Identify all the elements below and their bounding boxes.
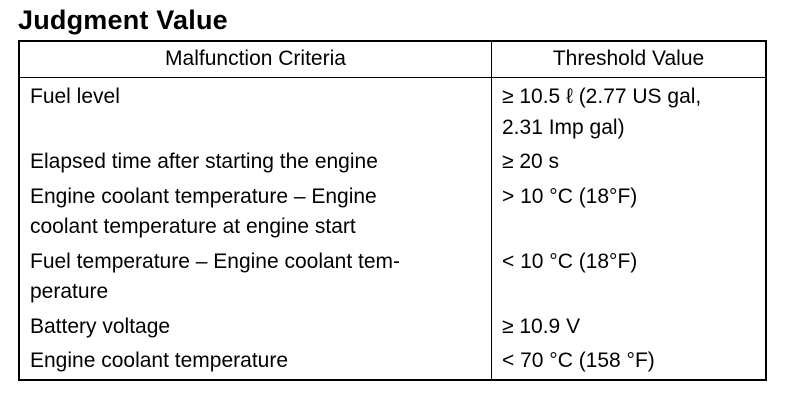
threshold-text: < 10 °C (18°F) (502, 249, 638, 273)
criteria-text: Engine coolant temperature (30, 349, 288, 372)
threshold-cell (492, 247, 767, 312)
threshold-cell (492, 346, 767, 380)
column-header-malfunction-criteria: Malfunction Criteria (19, 41, 492, 78)
table-row (19, 346, 766, 380)
judgment-value-table (18, 40, 767, 381)
criteria-cell (19, 78, 492, 148)
criteria-text: Fuel temperature – Engine coolant tem- perature (30, 249, 401, 303)
criteria-cell (19, 182, 492, 247)
table-row (19, 182, 766, 247)
table-row (19, 78, 766, 148)
criteria-text: Battery voltage (30, 314, 171, 338)
threshold-cell (492, 78, 767, 148)
table-header-row (19, 41, 766, 78)
criteria-cell (19, 312, 492, 347)
threshold-text: ≥ 10.9 V (502, 314, 581, 338)
column-header-threshold-value: Threshold Value (492, 41, 767, 78)
threshold-cell (492, 182, 767, 247)
threshold-text: ≥ 20 s (502, 150, 560, 173)
threshold-cell (492, 147, 767, 182)
threshold-cell (492, 312, 767, 347)
criteria-cell (19, 346, 492, 380)
threshold-text: ≥ 10.5 ℓ (2.77 US gal, 2.31 Imp gal) (502, 85, 702, 139)
criteria-text: Fuel level (30, 85, 120, 108)
threshold-text: < 70 °C (158 °F) (502, 349, 655, 372)
table-row (19, 312, 766, 347)
criteria-text: Elapsed time after starting the engine (30, 150, 378, 173)
criteria-text: Engine coolant temperature – Engine coolant temperature at engine start (30, 184, 377, 238)
table-row (19, 147, 766, 182)
threshold-text: > 10 °C (18°F) (502, 184, 638, 208)
table-row (19, 247, 766, 312)
page-title: Judgment Value (18, 5, 228, 35)
criteria-cell (19, 147, 492, 182)
criteria-cell (19, 247, 492, 312)
